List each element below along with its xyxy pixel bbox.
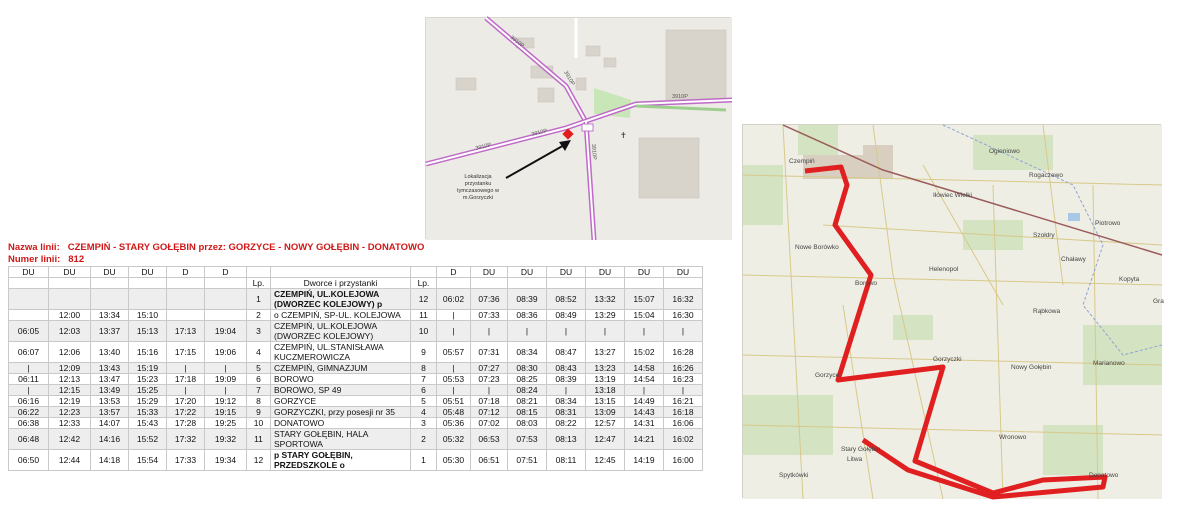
place-label: Piotrowo <box>1095 220 1121 227</box>
time-cell: 15:19 <box>129 363 167 374</box>
place-label: Gorzyce <box>815 372 840 379</box>
time-cell: 06:51 <box>471 450 508 471</box>
time-cell: 07:33 <box>471 310 508 321</box>
time-cell: | <box>167 385 205 396</box>
time-cell: | <box>625 321 664 342</box>
stop-name-cell: DONATOWO <box>271 418 411 429</box>
stop-name-cell: CZEMPIŃ, GIMNAZJUM <box>271 363 411 374</box>
time-cell: 07:27 <box>471 363 508 374</box>
stop-index-cell: 1 <box>247 289 271 310</box>
time-cell: 17:13 <box>167 321 205 342</box>
stop-name-cell: BOROWO <box>271 374 411 385</box>
stop-name-cell <box>271 267 411 278</box>
time-cell: 05:51 <box>437 396 471 407</box>
time-cell: 13:27 <box>586 342 625 363</box>
timetable-grid <box>8 266 703 471</box>
time-cell: 13:43 <box>91 363 129 374</box>
church-icon <box>620 131 627 140</box>
time-cell: 07:31 <box>471 342 508 363</box>
time-cell: 13:23 <box>586 363 625 374</box>
place-label: Litwa <box>847 456 863 463</box>
time-cell: | <box>205 363 247 374</box>
time-cell: | <box>9 363 49 374</box>
stop-index-cell: 5 <box>411 396 437 407</box>
time-cell: 05:53 <box>437 374 471 385</box>
time-cell: 08:43 <box>547 363 586 374</box>
stop-index-cell: 4 <box>411 407 437 418</box>
time-cell: 15:54 <box>129 450 167 471</box>
time-cell: 12:00 <box>49 310 91 321</box>
line-name: CZEMPIŃ - STARY GOŁĘBIN przez: GORZYCE - NOWY GOŁĘBIN - DONATOWO <box>67 242 425 253</box>
time-cell: 19:25 <box>205 418 247 429</box>
table-row <box>9 418 703 429</box>
place-label: Wronowo <box>999 434 1027 441</box>
time-cell <box>547 278 586 289</box>
place-label: Szołdry <box>1033 232 1055 239</box>
time-cell: 12:44 <box>49 450 91 471</box>
place-label: Stary Gołębin <box>841 446 881 453</box>
time-cell: 12:09 <box>49 363 91 374</box>
time-cell: DU <box>625 267 664 278</box>
stop-index-cell: Lp. <box>411 278 437 289</box>
time-cell: 06:11 <box>9 374 49 385</box>
stop-name-cell: p STARY GOŁĘBIN, PRZEDSZKOLE o <box>271 450 411 471</box>
time-cell: 08:47 <box>547 342 586 363</box>
time-cell: 06:53 <box>471 429 508 450</box>
road-label: 3910P <box>562 70 576 87</box>
stop-index-cell: 3 <box>247 321 271 342</box>
time-cell: 15:33 <box>129 407 167 418</box>
time-cell: D <box>205 267 247 278</box>
header-row <box>9 267 703 278</box>
time-cell: 08:30 <box>508 363 547 374</box>
time-cell <box>129 289 167 310</box>
time-cell: 14:49 <box>625 396 664 407</box>
route-map <box>742 124 1164 498</box>
time-cell: 07:02 <box>471 418 508 429</box>
table-row <box>9 407 703 418</box>
time-cell: 13:15 <box>586 396 625 407</box>
time-cell: 06:48 <box>9 429 49 450</box>
time-cell: DU <box>471 267 508 278</box>
time-cell: 08:21 <box>508 396 547 407</box>
time-cell <box>167 289 205 310</box>
time-cell: 19:06 <box>205 342 247 363</box>
time-cell: 15:07 <box>625 289 664 310</box>
time-cell: | <box>437 310 471 321</box>
time-cell: | <box>508 321 547 342</box>
time-cell: 19:32 <box>205 429 247 450</box>
time-cell: 08:15 <box>508 407 547 418</box>
time-cell <box>49 278 91 289</box>
time-cell: | <box>167 363 205 374</box>
route-map-svg <box>743 125 1162 499</box>
time-cell <box>167 278 205 289</box>
time-cell: 15:02 <box>625 342 664 363</box>
time-cell: 14:16 <box>91 429 129 450</box>
time-cell: 08:39 <box>508 289 547 310</box>
time-cell: 16:30 <box>664 310 703 321</box>
time-cell: DU <box>49 267 91 278</box>
time-cell: 14:31 <box>625 418 664 429</box>
table-row <box>9 363 703 374</box>
place-label: Czempiń <box>789 158 815 165</box>
svg-text:przystanku: przystanku <box>464 181 492 187</box>
time-cell: | <box>9 385 49 396</box>
time-cell: 12:45 <box>586 450 625 471</box>
time-cell: | <box>437 363 471 374</box>
time-cell: 16:06 <box>664 418 703 429</box>
place-label: Donatowo <box>1089 472 1119 479</box>
time-cell: D <box>167 267 205 278</box>
time-cell <box>586 278 625 289</box>
time-cell: 15:23 <box>129 374 167 385</box>
svg-text:Lokalizacja: Lokalizacja <box>464 174 492 180</box>
stop-index-cell: 7 <box>411 374 437 385</box>
time-cell: 08:25 <box>508 374 547 385</box>
time-cell: 17:20 <box>167 396 205 407</box>
table-row <box>9 374 703 385</box>
road-label: 3910P <box>508 34 525 50</box>
line-number-row <box>8 254 702 266</box>
time-cell: | <box>664 321 703 342</box>
time-cell: 16:28 <box>664 342 703 363</box>
time-cell: 14:19 <box>625 450 664 471</box>
table-row <box>9 429 703 450</box>
time-cell: 08:22 <box>547 418 586 429</box>
road-shield-icon <box>582 124 593 131</box>
time-cell: 14:18 <box>91 450 129 471</box>
time-cell: 17:32 <box>167 429 205 450</box>
time-cell: 12:42 <box>49 429 91 450</box>
place-label: Nowe Borówko <box>795 244 839 251</box>
stop-index-cell: 6 <box>411 385 437 396</box>
svg-text:m.Gorzyczki: m.Gorzyczki <box>462 195 494 201</box>
stop-index-cell: 8 <box>411 363 437 374</box>
time-cell: 06:02 <box>437 289 471 310</box>
time-cell: 13:49 <box>91 385 129 396</box>
time-cell: 19:12 <box>205 396 247 407</box>
stop-index-cell: 8 <box>247 396 271 407</box>
time-cell: 13:32 <box>586 289 625 310</box>
table-row <box>9 396 703 407</box>
time-cell <box>437 278 471 289</box>
time-cell <box>471 278 508 289</box>
place-label: Rąbkowa <box>1033 308 1061 315</box>
time-cell: 08:31 <box>547 407 586 418</box>
time-cell <box>9 310 49 321</box>
time-cell: 19:09 <box>205 374 247 385</box>
place-label: Nowy Gołębin <box>1011 364 1052 371</box>
time-cell: 06:38 <box>9 418 49 429</box>
place-label: Rogaczewo <box>1029 172 1063 179</box>
time-cell: 12:15 <box>49 385 91 396</box>
time-cell: 08:34 <box>508 342 547 363</box>
time-cell: 08:24 <box>508 385 547 396</box>
time-cell: 13:57 <box>91 407 129 418</box>
place-label: Iłówiec Wielki <box>933 192 973 199</box>
stop-index-cell: 6 <box>247 374 271 385</box>
stop-name-cell: CZEMPIŃ, UL.KOLEJOWA (DWORZEC KOLEJOWY) p <box>271 289 411 310</box>
time-cell: 12:19 <box>49 396 91 407</box>
water-area <box>1068 213 1080 221</box>
time-cell: 12:13 <box>49 374 91 385</box>
stop-index-cell: 4 <box>247 342 271 363</box>
time-cell: 08:13 <box>547 429 586 450</box>
table-row <box>9 310 703 321</box>
place-label: Ogieniowo <box>989 148 1020 155</box>
time-cell: 08:39 <box>547 374 586 385</box>
stop-name-cell: GORZYCZKI, przy posesji nr 35 <box>271 407 411 418</box>
time-cell: 17:28 <box>167 418 205 429</box>
time-cell: 14:21 <box>625 429 664 450</box>
subheader-row <box>9 278 703 289</box>
line-name-label: Nazwa linii: <box>8 242 60 253</box>
place-label: Spytkówki <box>779 472 809 479</box>
time-cell: 16:23 <box>664 374 703 385</box>
time-cell: 14:58 <box>625 363 664 374</box>
stop-name-cell: CZEMPIŃ, UL.KOLEJOWA (DWORZEC KOLEJOWY) <box>271 321 411 342</box>
time-cell: | <box>471 321 508 342</box>
place-label: Helenopol <box>929 266 959 273</box>
svg-text:✝: ✝ <box>620 131 627 140</box>
time-cell: 05:57 <box>437 342 471 363</box>
time-cell: DU <box>508 267 547 278</box>
time-cell <box>91 289 129 310</box>
time-cell: 12:47 <box>586 429 625 450</box>
time-cell <box>9 278 49 289</box>
table-row <box>9 289 703 310</box>
time-cell <box>167 310 205 321</box>
place-label: Chaławy <box>1061 256 1086 263</box>
time-cell: 15:52 <box>129 429 167 450</box>
time-cell: DU <box>586 267 625 278</box>
time-cell: 12:03 <box>49 321 91 342</box>
time-cell: 14:54 <box>625 374 664 385</box>
svg-text:tymczasowego w: tymczasowego w <box>457 188 499 194</box>
time-cell <box>205 310 247 321</box>
time-cell: 06:22 <box>9 407 49 418</box>
time-cell: 17:15 <box>167 342 205 363</box>
stop-name-cell: STARY GOŁĘBIN, HALA SPORTOWA <box>271 429 411 450</box>
time-cell: 13:37 <box>91 321 129 342</box>
stop-name-cell: BOROWO, SP 49 <box>271 385 411 396</box>
time-cell: 13:53 <box>91 396 129 407</box>
time-cell: D <box>437 267 471 278</box>
time-cell: 15:29 <box>129 396 167 407</box>
time-cell: 16:00 <box>664 450 703 471</box>
time-cell: 17:33 <box>167 450 205 471</box>
time-cell: 13:47 <box>91 374 129 385</box>
time-cell: 13:29 <box>586 310 625 321</box>
stop-index-cell: 9 <box>411 342 437 363</box>
stop-index-cell: Lp. <box>247 278 271 289</box>
time-cell: 05:32 <box>437 429 471 450</box>
stop-index-cell <box>247 267 271 278</box>
stop-index-cell: 9 <box>247 407 271 418</box>
time-cell: 07:23 <box>471 374 508 385</box>
time-cell: 16:02 <box>664 429 703 450</box>
time-cell: 14:43 <box>625 407 664 418</box>
time-cell: 06:05 <box>9 321 49 342</box>
table-row <box>9 450 703 471</box>
time-cell: DU <box>129 267 167 278</box>
time-cell: 08:49 <box>547 310 586 321</box>
time-cell: | <box>547 321 586 342</box>
locator-map <box>425 17 731 239</box>
time-cell: 13:40 <box>91 342 129 363</box>
time-cell: DU <box>91 267 129 278</box>
time-cell: | <box>664 385 703 396</box>
time-cell: 12:06 <box>49 342 91 363</box>
time-cell: 17:18 <box>167 374 205 385</box>
time-cell: 08:03 <box>508 418 547 429</box>
time-cell: 19:15 <box>205 407 247 418</box>
time-cell: 16:26 <box>664 363 703 374</box>
place-label: Marianowo <box>1093 360 1125 367</box>
time-cell: 15:10 <box>129 310 167 321</box>
stop-index-cell: 11 <box>247 429 271 450</box>
time-cell: DU <box>547 267 586 278</box>
table-row <box>9 321 703 342</box>
time-cell: 07:12 <box>471 407 508 418</box>
time-cell: 07:36 <box>471 289 508 310</box>
time-cell: | <box>586 321 625 342</box>
stop-index-cell: 10 <box>411 321 437 342</box>
line-name-row <box>8 242 702 254</box>
time-cell: 13:18 <box>586 385 625 396</box>
stop-index-cell: 5 <box>247 363 271 374</box>
stop-index-cell: 11 <box>411 310 437 321</box>
stop-name-cell: Dworce i przystanki <box>271 278 411 289</box>
time-cell: DU <box>9 267 49 278</box>
time-cell <box>664 278 703 289</box>
road-label: 3910P <box>475 142 492 152</box>
time-cell: 06:16 <box>9 396 49 407</box>
line-number: 812 <box>68 254 85 265</box>
time-cell: 05:30 <box>437 450 471 471</box>
time-cell: | <box>205 385 247 396</box>
time-cell: | <box>437 385 471 396</box>
time-cell: 15:16 <box>129 342 167 363</box>
road-label: 3910P <box>672 94 688 100</box>
timetable <box>8 242 702 471</box>
time-cell: 19:34 <box>205 450 247 471</box>
time-cell: 08:36 <box>508 310 547 321</box>
time-cell: 05:36 <box>437 418 471 429</box>
place-label: Borowo <box>855 280 878 287</box>
road-label: 3910P <box>590 143 598 161</box>
stop-index-cell: 2 <box>411 429 437 450</box>
time-cell: 06:07 <box>9 342 49 363</box>
time-cell: 07:18 <box>471 396 508 407</box>
time-cell: 05:48 <box>437 407 471 418</box>
table-row <box>9 385 703 396</box>
time-cell: 15:13 <box>129 321 167 342</box>
table-row <box>9 342 703 363</box>
stop-index-cell: 7 <box>247 385 271 396</box>
time-cell: 15:43 <box>129 418 167 429</box>
time-cell: | <box>625 385 664 396</box>
time-cell <box>508 278 547 289</box>
stop-index-cell: 2 <box>247 310 271 321</box>
time-cell: DU <box>664 267 703 278</box>
stop-index-cell <box>411 267 437 278</box>
line-number-label: Numer linii: <box>8 254 61 265</box>
stop-index-cell: 3 <box>411 418 437 429</box>
time-cell: 19:04 <box>205 321 247 342</box>
time-cell: 08:34 <box>547 396 586 407</box>
time-cell: 12:23 <box>49 407 91 418</box>
time-cell: 14:07 <box>91 418 129 429</box>
stop-name-cell: CZEMPIŃ, UL.STANISŁAWA KUCZMEROWICZA <box>271 342 411 363</box>
place-label: Gra <box>1153 298 1164 305</box>
time-cell: 12:33 <box>49 418 91 429</box>
stop-index-cell: 12 <box>247 450 271 471</box>
time-cell: 13:09 <box>586 407 625 418</box>
time-cell <box>49 289 91 310</box>
time-cell: 07:51 <box>508 450 547 471</box>
time-cell <box>91 278 129 289</box>
time-cell: 08:11 <box>547 450 586 471</box>
time-cell: | <box>471 385 508 396</box>
time-cell: | <box>437 321 471 342</box>
place-label: Gorzyczki <box>933 356 962 363</box>
time-cell: 07:53 <box>508 429 547 450</box>
time-cell: 08:52 <box>547 289 586 310</box>
stop-name-cell: o CZEMPIŃ, SP-UL. KOLEJOWA <box>271 310 411 321</box>
time-cell <box>205 278 247 289</box>
time-cell: 15:04 <box>625 310 664 321</box>
time-cell: 06:50 <box>9 450 49 471</box>
time-cell: 13:19 <box>586 374 625 385</box>
time-cell <box>625 278 664 289</box>
time-cell: 16:32 <box>664 289 703 310</box>
time-cell: 16:21 <box>664 396 703 407</box>
time-cell: | <box>547 385 586 396</box>
time-cell: 16:18 <box>664 407 703 418</box>
time-cell: 15:25 <box>129 385 167 396</box>
locator-map-svg <box>426 18 732 240</box>
time-cell <box>9 289 49 310</box>
stop-index-cell: 1 <box>411 450 437 471</box>
place-label: Kopyta <box>1119 276 1140 283</box>
time-cell: 12:57 <box>586 418 625 429</box>
time-cell <box>205 289 247 310</box>
time-cell: 13:34 <box>91 310 129 321</box>
time-cell: 17:22 <box>167 407 205 418</box>
stop-name-cell: GORZYCE <box>271 396 411 407</box>
time-cell <box>129 278 167 289</box>
road-label: 3910P <box>531 128 548 138</box>
stop-index-cell: 12 <box>411 289 437 310</box>
stop-index-cell: 10 <box>247 418 271 429</box>
